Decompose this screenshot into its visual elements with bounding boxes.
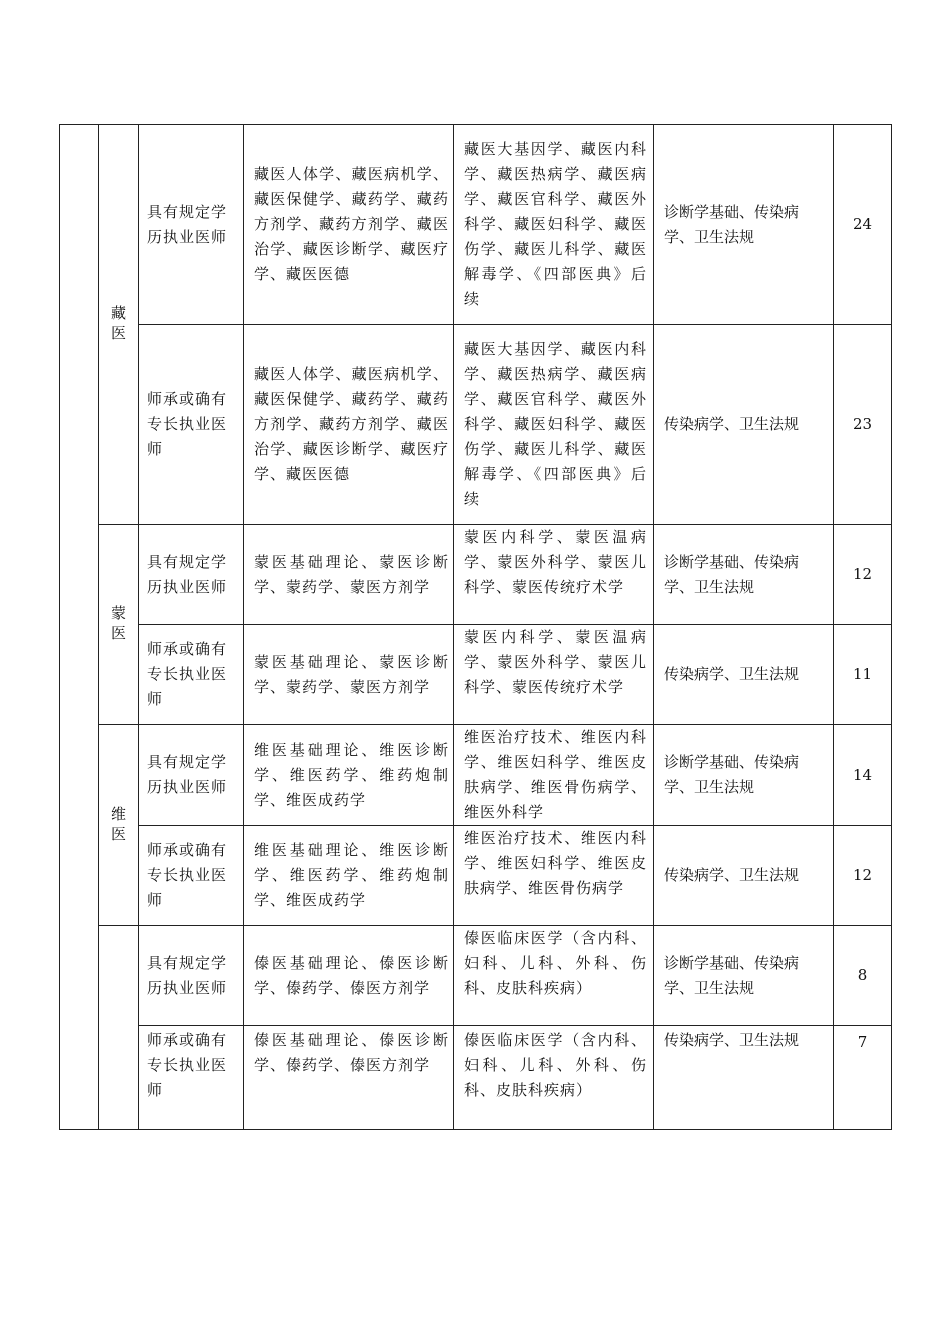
subject3-cell: 诊断学基础、传染病学、卫生法规 (654, 125, 834, 325)
table-row (60, 625, 892, 725)
subject1-cell: 维医基础理论、维医诊断学、维医药学、维药炮制学、维医成药学 (244, 826, 454, 926)
subject1-cell: 傣医基础理论、傣医诊断学、傣药学、傣医方剂学 (244, 1026, 454, 1130)
subject-count-cell: 8 (834, 926, 892, 1026)
subject1-cell: 傣医基础理论、傣医诊断学、傣药学、傣医方剂学 (244, 926, 454, 1026)
table-row (60, 725, 892, 826)
table-row (60, 926, 892, 1026)
group-cell-meng (99, 525, 139, 725)
subject1-cell: 蒙医基础理论、蒙医诊断学、蒙药学、蒙医方剂学 (244, 625, 454, 725)
subject3-cell: 传染病学、卫生法规 (654, 1026, 834, 1130)
table-row (60, 125, 892, 325)
candidate-type-cell: 师承或确有专长执业医师 (139, 826, 244, 926)
group-label-wei: 维医 (110, 804, 126, 843)
subject2-cell: 傣医临床医学（含内科、妇科、儿科、外科、伤科、皮肤科疾病） (454, 926, 654, 1026)
subject3-cell: 诊断学基础、传染病学、卫生法规 (654, 725, 834, 826)
subject1-cell: 藏医人体学、藏医病机学、藏医保健学、藏药学、藏药方剂学、藏药方剂学、藏医治学、藏医诊断学、藏医疗学、藏医医德 (244, 325, 454, 525)
category-column-cell (60, 125, 99, 1130)
candidate-type-cell: 师承或确有专长执业医师 (139, 325, 244, 525)
group-label-zang: 藏医 (110, 304, 126, 342)
candidate-type-cell: 具有规定学历执业医师 (139, 725, 244, 826)
subject-count-cell: 12 (834, 525, 892, 625)
group-label-meng: 蒙医 (110, 604, 126, 642)
candidate-type-cell: 师承或确有专长执业医师 (139, 1026, 244, 1130)
subject2-cell: 蒙医内科学、蒙医温病学、蒙医外科学、蒙医儿科学、蒙医传统疗术学 (454, 525, 654, 625)
subject1-cell: 蒙医基础理论、蒙医诊断学、蒙药学、蒙医方剂学 (244, 525, 454, 625)
candidate-type-cell: 具有规定学历执业医师 (139, 525, 244, 625)
subject2-cell: 维医治疗技术、维医内科学、维医妇科学、维医皮肤病学、维医骨伤病学、维医外科学 (454, 725, 654, 826)
candidate-type-cell: 具有规定学历执业医师 (139, 926, 244, 1026)
subject2-cell: 藏医大基因学、藏医内科学、藏医热病学、藏医病学、藏医官科学、藏医外科学、藏医妇科学、藏医伤学、藏医儿科学、藏医解毒学、《四部医典》后续 (454, 325, 654, 525)
group-cell-dai (99, 926, 139, 1130)
subject1-cell: 藏医人体学、藏医病机学、藏医保健学、藏药学、藏药方剂学、藏药方剂学、藏医治学、藏医诊断学、藏医疗学、藏医医德 (244, 125, 454, 325)
table-row (60, 826, 892, 926)
subject3-cell: 传染病学、卫生法规 (654, 325, 834, 525)
subject1-cell: 维医基础理论、维医诊断学、维医药学、维药炮制学、维医成药学 (244, 725, 454, 826)
table-row (60, 525, 892, 625)
subject2-cell: 藏医大基因学、藏医内科学、藏医热病学、藏医病学、藏医官科学、藏医外科学、藏医妇科学、藏医伤学、藏医儿科学、藏医解毒学、《四部医典》后续 (454, 125, 654, 325)
exam-subjects-table (59, 124, 892, 1130)
subject-count-cell: 23 (834, 325, 892, 525)
subject3-cell: 诊断学基础、传染病学、卫生法规 (654, 525, 834, 625)
candidate-type-cell: 具有规定学历执业医师 (139, 125, 244, 325)
subject-count-cell: 11 (834, 625, 892, 725)
subject3-cell: 诊断学基础、传染病学、卫生法规 (654, 926, 834, 1026)
table-row (60, 325, 892, 525)
subject-count-cell: 24 (834, 125, 892, 325)
table-row (60, 1026, 892, 1130)
subject2-cell: 维医治疗技术、维医内科学、维医妇科学、维医皮肤病学、维医骨伤病学 (454, 826, 654, 926)
subject3-cell: 传染病学、卫生法规 (654, 826, 834, 926)
subject2-cell: 傣医临床医学（含内科、妇科、儿科、外科、伤科、皮肤科疾病） (454, 1026, 654, 1130)
subject-count-cell: 7 (834, 1026, 892, 1130)
subject2-cell: 蒙医内科学、蒙医温病学、蒙医外科学、蒙医儿科学、蒙医传统疗术学 (454, 625, 654, 725)
subject-count-cell: 12 (834, 826, 892, 926)
group-cell-wei (99, 725, 139, 926)
candidate-type-cell: 师承或确有专长执业医师 (139, 625, 244, 725)
group-cell-zang (99, 125, 139, 525)
subject3-cell: 传染病学、卫生法规 (654, 625, 834, 725)
subject-count-cell: 14 (834, 725, 892, 826)
